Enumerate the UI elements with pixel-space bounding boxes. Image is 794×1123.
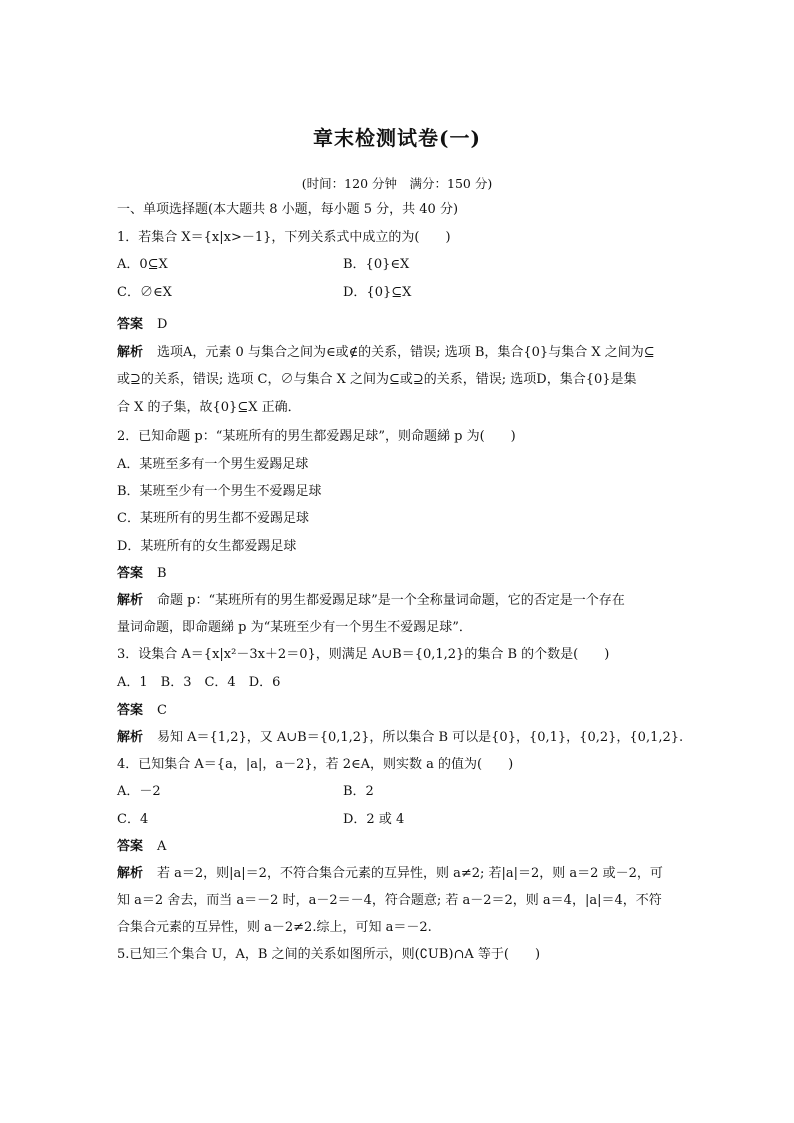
q3-analysis-1 [117,731,683,744]
q5-stem: 5.已知三个集合 U，A，B 之间的关系如图所示，则(∁UB)∩A 等于( ) [117,947,541,962]
q2-stem: 2．已知命题 p：“某班所有的男生都爱踢足球”，则命题綈 p 为( ) [117,429,516,444]
analysis-text: 易知 A＝{1,2}，又 A∪B＝{0,1,2}，所以集合 B 可以是{0}，{0,1}，{0,2}，{0,1,2}. [157,730,684,745]
answer-value: A [157,839,167,854]
q1-analysis-3: 合 X 的子集，故{0}⊆X 正确． [117,400,301,415]
q2-option-b: B．某班至少有一个男生不爱踢足球 [117,484,322,499]
section-heading: 一、单项选择题(本大题共 8 小题，每小题 5 分，共 40 分) [117,202,459,217]
q1-stem: 1．若集合 X＝{x|x>－1}，下列关系式中成立的为( ) [117,230,451,245]
q1-analysis-1 [117,346,655,359]
analysis-text: 命题 p：“某班所有的男生都爱踢足球”是一个全称量词命题，它的否定是一个存在 [157,593,625,608]
q2-answer [117,567,167,580]
q2-option-d: D．某班所有的女生都爱踢足球 [117,539,297,554]
q2-analysis-2: 量词命题，即命题綈 p 为“某班至少有一个男生不爱踢足球”． [117,620,472,635]
q4-option-b: B．2 [343,784,374,799]
q2-option-a: A．某班至多有一个男生爱踢足球 [117,457,309,472]
answer-label: 答案 [117,566,144,581]
q4-option-d: D．2 或 4 [343,812,405,827]
q1-answer [117,318,167,331]
q4-analysis-2: 知 a＝2 舍去，而当 a＝－2 时，a－2＝－4，符合题意; 若 a－2＝2，则 a＝4，|a|＝4，不符 [117,893,662,908]
q2-analysis-1 [117,594,625,607]
q1-option-b: B．{0}∈X [343,257,410,272]
q2-option-c: C．某班所有的男生都不爱踢足球 [117,511,309,526]
q4-analysis-3: 合集合元素的互异性，则 a－2≠2.综上，可知 a＝－2. [117,920,432,935]
q3-answer [117,704,167,717]
analysis-text: 若 a＝2，则|a|＝2，不符合集合元素的互异性，则 a≠2; 若|a|＝2，则 a＝2 或－2，可 [157,866,663,881]
q4-option-c: C．4 [117,812,149,827]
answer-value: C [157,703,167,718]
answer-value: B [157,566,167,581]
answer-value: D [157,317,168,332]
q3-options: A．1 B．3 C．4 D．6 [117,675,281,690]
q1-option-a: A．0⊆X [117,257,168,272]
answer-label: 答案 [117,317,144,332]
analysis-text: 选项A，元素 0 与集合之间为∈或∉的关系，错误; 选项 B，集合{0}与集合 X 之间为⊆ [157,345,655,360]
analysis-label: 解析 [117,730,144,745]
answer-label: 答案 [117,703,144,718]
answer-label: 答案 [117,839,144,854]
q4-option-a: A．－2 [117,784,161,799]
exam-info: (时间：120 分钟 满分：150 分) [301,176,493,191]
q4-answer [117,840,166,853]
q4-stem: 4．已知集合 A＝{a，|a|，a－2}，若 2∈A，则实数 a 的值为( ) [117,757,514,772]
page-title: 章末检测试卷(一) [313,126,481,150]
q3-stem: 3．设集合 A＝{x|x²－3x＋2＝0}，则满足 A∪B＝{0,1,2}的集合 B 的个数是( ) [117,647,610,662]
analysis-label: 解析 [117,593,144,608]
q1-analysis-2: 或⊇的关系，错误; 选项 C，∅与集合 X 之间为⊆或⊇的关系，错误; 选项D，集合{0}是集 [117,372,637,387]
analysis-label: 解析 [117,866,144,881]
q1-option-d: D．{0}⊆X [343,285,412,300]
q1-option-c: C．∅∈X [117,285,172,300]
q4-analysis-1 [117,867,663,880]
analysis-label: 解析 [117,345,144,360]
